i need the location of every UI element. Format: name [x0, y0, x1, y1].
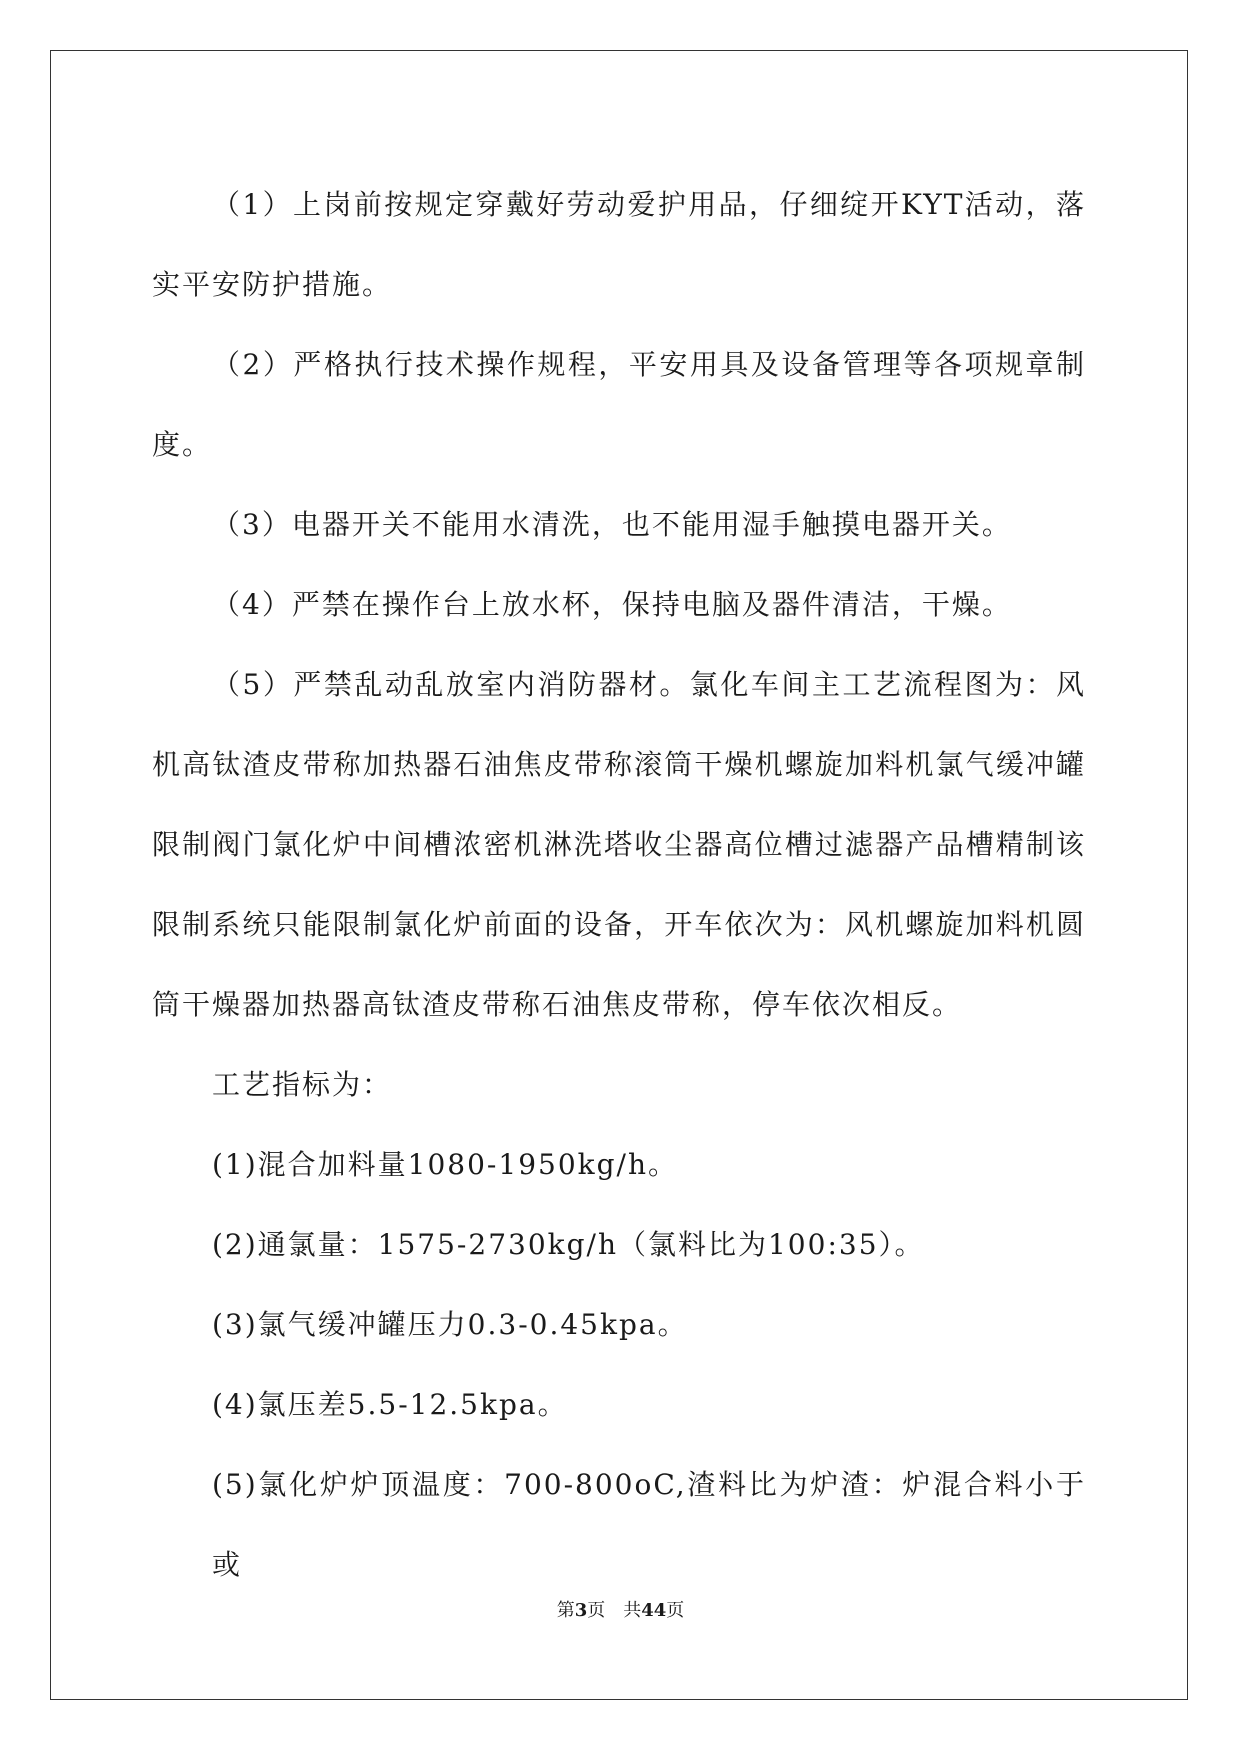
process-indicators-heading: 工艺指标为： [212, 1068, 393, 1101]
page-footer [0, 1596, 1241, 1622]
document-body [152, 165, 1086, 1605]
paragraph-1: （1）上岗前按规定穿戴好劳动爱护用品，仔细绽开KYT活动，落实平安防护措施。 [152, 188, 1086, 301]
indicator-item-2: (2)通氯量：1575-2730kg/h（氯料比为100:35）。 [212, 1228, 925, 1261]
total-prefix: 共 [623, 1600, 642, 1621]
paragraph-3: （3）电器开关不能用水清洗，也不能用湿手触摸电器开关。 [212, 508, 1012, 541]
page-suffix: 页 [587, 1600, 606, 1621]
indicator-item-1: (1)混合加料量1080-1950kg/h。 [212, 1148, 678, 1181]
total-suffix: 页 [666, 1600, 685, 1621]
paragraph-5: （5）严禁乱动乱放室内消防器材。氯化车间主工艺流程图为：风机高钛渣皮带称加热器石油焦皮带称滚筒干燥机螺旋加料机氯气缓冲罐限制阀门氯化炉中间槽浓密机淋洗塔收尘器高位槽过滤器产品槽精制该限制系统只能限制氯化炉前面的设备，开车依次为：风机螺旋加料机圆筒干燥器加热器高钛渣皮带称石油焦皮带称，停车依次相反。 [152, 668, 1086, 1021]
paragraph-4: （4）严禁在操作台上放水杯，保持电脑及器件清洁，干燥。 [212, 588, 1012, 621]
page-number: 3 [574, 1600, 588, 1621]
indicator-item-4: (4)氯压差5.5-12.5kpa。 [212, 1388, 568, 1421]
page-prefix: 第 [556, 1600, 575, 1621]
indicator-item-5: (5)氯化炉炉顶温度：700-800oC,渣料比为炉渣：炉混合料小于或 [212, 1468, 1086, 1581]
indicator-item-3: (3)氯气缓冲罐压力0.3-0.45kpa。 [212, 1308, 688, 1341]
paragraph-2: （2）严格执行技术操作规程，平安用具及设备管理等各项规章制度。 [152, 348, 1086, 461]
total-pages: 44 [641, 1600, 667, 1621]
